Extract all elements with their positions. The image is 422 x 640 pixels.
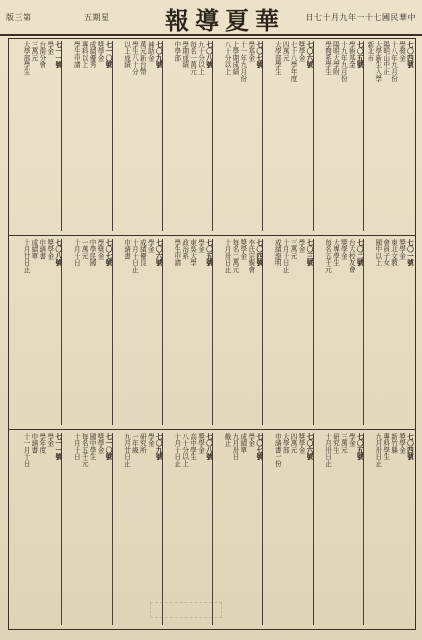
entry-text: 萬元新台幣 xyxy=(138,41,147,75)
entry-text: 獎學金 xyxy=(96,41,104,62)
entry-number: 七〇二號 xyxy=(355,239,364,267)
entry-text: 一年級 xyxy=(130,433,139,454)
entry-number: 七〇八號 xyxy=(204,433,213,461)
entry-text: 學金 xyxy=(146,433,155,447)
entry-number: 七〇九號 xyxy=(154,41,163,69)
entry-text: 上學期成績 xyxy=(230,41,239,75)
scholarship-row xyxy=(11,433,413,625)
entry-text: 研究生 xyxy=(331,433,340,454)
entry-text: 申請書一份 xyxy=(273,433,282,467)
newspaper-title: 報導夏華 xyxy=(165,6,285,35)
entry-number: 七〇九號 xyxy=(154,433,163,461)
entry-text: 十月十日止 xyxy=(172,433,181,467)
entry-text: 獎學金 xyxy=(238,239,247,260)
entry-text: 截止 xyxy=(223,433,232,447)
entry-text: 補助金 xyxy=(146,41,155,62)
entry-text: 高中學生 xyxy=(188,433,197,461)
scholarship-entry xyxy=(61,41,111,231)
entry-text: 每名一萬元 xyxy=(188,41,197,75)
scholarship-entry xyxy=(162,433,212,625)
entry-number: 七〇四號 xyxy=(254,239,263,267)
entry-text: 大學部學生 xyxy=(273,41,282,75)
scholarship-entry xyxy=(162,239,212,425)
entry-number: 七〇八號 xyxy=(204,41,213,69)
entry-text: 九十分以上 xyxy=(196,41,205,75)
entry-text: 專科學生 xyxy=(381,433,390,461)
row-divider xyxy=(9,235,415,236)
entry-text: 九月卅日 xyxy=(230,433,239,461)
entry-number: 七一〇號 xyxy=(103,41,112,69)
entry-text: 獎學金 xyxy=(96,433,104,454)
entry-number: 七〇五號 xyxy=(355,41,364,69)
entry-text: 學醫系學生 xyxy=(323,41,332,75)
entry-text: 十月十日止 xyxy=(130,239,139,273)
entry-text: 政治系 xyxy=(180,239,189,260)
entry-text: 申請書 xyxy=(37,239,46,260)
entry-number: 七〇六號 xyxy=(304,41,313,69)
entry-number: 七〇四號 xyxy=(405,433,414,461)
entry-text: 十八年九月份 xyxy=(389,41,398,82)
entry-text: 獎學金 xyxy=(297,41,305,62)
scholarship-table xyxy=(8,38,416,630)
scholarship-entry xyxy=(363,41,413,231)
entry-text: 陽明山中正 xyxy=(381,41,390,75)
entry-text: 學期成績 xyxy=(180,41,189,69)
entry-text: 獎學金 xyxy=(397,433,406,454)
entry-text: 新北市 xyxy=(365,41,374,62)
entry-text: 學獎金 xyxy=(96,239,104,260)
entry-number: 七一一號 xyxy=(53,41,62,69)
entry-text: 三萬元 xyxy=(29,41,38,62)
entry-text: 每名二萬元 xyxy=(230,239,239,273)
entry-number: 七一一號 xyxy=(53,433,62,461)
entry-text: 十月卅日止 xyxy=(223,239,232,273)
entry-text: 十月十日止 xyxy=(281,239,290,273)
entry-number: 七〇三號 xyxy=(304,239,313,267)
entry-text: 學術基金 xyxy=(347,41,356,69)
publication-date: 日七十月九年一十七國民華中 xyxy=(305,13,416,22)
scholarship-entry xyxy=(212,433,262,625)
library-stamp xyxy=(150,602,222,618)
entry-text: 成績優良 xyxy=(138,239,147,267)
entry-text: 學金 xyxy=(146,239,155,253)
entry-number: 七〇一號 xyxy=(405,239,414,267)
entry-text: 獎學金 xyxy=(196,433,205,454)
entry-text: 申請書 xyxy=(29,433,38,454)
entry-text: 學基金 xyxy=(246,41,255,62)
scholarship-row xyxy=(11,239,413,425)
entry-text: 成績優秀 xyxy=(88,41,97,69)
entry-number: 七一〇號 xyxy=(103,433,112,461)
entry-text: 每名五千元 xyxy=(323,239,332,273)
entry-text: 大學部 xyxy=(281,433,290,454)
scholarship-entry xyxy=(112,433,162,625)
entry-text: 十月十日 xyxy=(72,239,81,267)
entry-text: 成績證明 xyxy=(273,239,282,267)
entry-text: 學金 xyxy=(347,433,356,447)
entry-text: 七十八學年度 xyxy=(289,41,298,82)
entry-text: 十九年九月份 xyxy=(339,41,348,82)
entry-text: 學金 xyxy=(246,433,255,447)
entry-text: 學獎金 xyxy=(397,41,406,62)
entry-number: 七〇五號 xyxy=(355,433,364,461)
entry-text: 三萬元 xyxy=(339,433,348,454)
entry-text: 專科以上 xyxy=(80,41,89,69)
entry-text: 李氏宗親會 xyxy=(246,239,255,273)
scholarship-entry xyxy=(363,433,413,625)
entry-text: 學金 xyxy=(45,433,54,447)
entry-text: 十一年九月份 xyxy=(238,41,247,82)
scholarship-row xyxy=(11,41,413,231)
entry-text: 十月廿日止 xyxy=(22,239,31,273)
entry-text: 每名五千元 xyxy=(80,433,89,467)
entry-number: 七〇五號 xyxy=(204,239,213,267)
row-divider xyxy=(9,429,415,430)
entry-text: 八十分以上 xyxy=(180,433,189,467)
entry-text: 大學部學生 xyxy=(22,41,31,75)
entry-number: 七〇四號 xyxy=(405,41,414,69)
entry-text: 東北文教 xyxy=(389,239,398,267)
entry-text: 以上成績 xyxy=(122,41,131,69)
entry-text: 四萬元 xyxy=(281,41,290,62)
entry-text: 獎學金 xyxy=(397,239,406,260)
entry-number: 七〇七號 xyxy=(254,433,263,461)
entry-text: 中學民國 xyxy=(88,239,97,267)
entry-text: 學金 xyxy=(196,239,205,253)
entry-text: 學生申請 xyxy=(72,41,81,69)
entry-text: 國中學生 xyxy=(88,433,97,461)
scholarship-entry xyxy=(162,41,212,231)
scholarship-entry xyxy=(212,41,262,231)
issue-weekday: 五期星 xyxy=(84,13,110,22)
entry-text: 學年度 xyxy=(37,433,46,454)
scholarship-entry xyxy=(11,433,61,625)
scholarship-entry xyxy=(61,239,111,425)
scholarship-entry xyxy=(11,239,61,425)
page-number: 版三第 xyxy=(6,13,32,22)
masthead xyxy=(0,0,422,36)
entry-text: 三萬元 xyxy=(289,239,298,260)
entry-text: 大學新生入學 xyxy=(373,41,382,82)
entry-text: 學金 xyxy=(45,41,54,55)
entry-text: 台南分會 xyxy=(37,41,46,69)
entry-text: 大專學生 xyxy=(331,239,340,267)
scholarship-entry xyxy=(313,433,363,625)
scholarship-entry xyxy=(313,239,363,425)
scholarship-entry xyxy=(363,239,413,425)
entry-text: 十一月十日 xyxy=(22,433,31,467)
entry-text: 九月廿日止 xyxy=(122,433,131,467)
entry-text: 獎學金 xyxy=(45,239,54,260)
scholarship-entry xyxy=(11,41,61,231)
scholarship-entry xyxy=(262,41,312,231)
entry-text: 十月十日 xyxy=(72,433,81,461)
entry-text: 學生申請 xyxy=(172,239,181,267)
entry-text: 四萬元 xyxy=(289,433,298,454)
entry-number: 七〇六號 xyxy=(304,433,313,461)
entry-number: 七〇六號 xyxy=(154,239,163,267)
entry-text: 八十分以上 xyxy=(223,41,232,75)
entry-text: 學金 xyxy=(297,239,305,253)
scholarship-entry xyxy=(112,41,162,231)
scholarship-entry xyxy=(212,239,262,425)
entry-text: 台大校友會 xyxy=(347,239,356,273)
entry-number: 七〇七號 xyxy=(254,41,263,69)
entry-text: 學生八十分 xyxy=(130,41,139,75)
entry-number: 七〇七號 xyxy=(103,239,112,267)
scholarship-entry xyxy=(262,239,312,425)
scholarship-entry xyxy=(262,433,312,625)
entry-text: 九月卅日止 xyxy=(373,433,382,467)
scholarship-entry xyxy=(313,41,363,231)
entry-text: 成績單 xyxy=(238,433,247,454)
scholarship-entry xyxy=(61,433,111,625)
entry-text: 十月卅日止 xyxy=(323,433,332,467)
entry-text: 獎學金 xyxy=(339,239,348,260)
entry-text: 國中以上 xyxy=(373,239,382,267)
entry-number: 七〇八號 xyxy=(53,239,62,267)
entry-text: 東吳大學 xyxy=(188,239,197,267)
entry-text: 一萬元 xyxy=(80,239,89,260)
entry-text: 新竹縣 xyxy=(389,433,398,454)
entry-text: 陽明大學附 xyxy=(331,41,340,75)
entry-text: 研究所 xyxy=(138,433,147,454)
scholarship-entry xyxy=(112,239,162,425)
entry-text: 中學部 xyxy=(172,41,181,62)
entry-text: 會員子女 xyxy=(381,239,390,267)
entry-text: 獎學金 xyxy=(297,433,305,454)
entry-text: 成績單 xyxy=(29,239,38,260)
entry-text: 申請書 xyxy=(122,239,131,260)
